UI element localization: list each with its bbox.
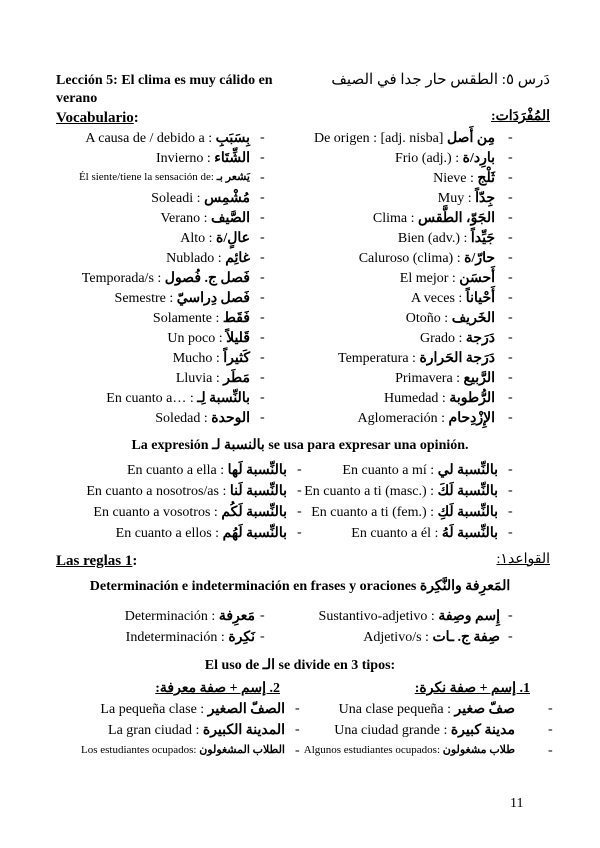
bullet-dash: -: [508, 350, 513, 365]
term-pair: [40, 743, 285, 756]
spanish-term: Verano :: [160, 211, 208, 226]
arabic-term: دَرَجة الحَرارة: [419, 351, 495, 366]
arabic-term: نَكِرة: [228, 630, 255, 645]
spanish-term: A causa de / debido a :: [85, 131, 213, 146]
term-pair: [50, 230, 250, 247]
bullet-dash: -: [295, 701, 300, 716]
spanish-term: Semestre :: [114, 291, 174, 306]
arabic-term: الشِّتَاء: [214, 151, 250, 166]
term-pair: [50, 310, 250, 327]
spanish-term: En cuanto a ti (fem.) :: [311, 505, 435, 520]
spanish-term: Lluvia :: [175, 371, 220, 386]
arabic-term: فَصل ج. فُصول: [164, 271, 250, 286]
rules-subheading-es: Determinación e indeterminación en frases y oraciones: [89, 579, 420, 594]
arabic-term: طلاب مشغولون: [442, 744, 515, 756]
arabic-term: الخَريف: [451, 311, 495, 326]
spanish-term: Solamente :: [152, 311, 220, 326]
spanish-term: De origen : [adj. nisba]: [313, 131, 444, 146]
bullet-dash: -: [508, 330, 513, 345]
spanish-term: Una ciudad grande :: [334, 723, 448, 738]
spanish-term: Una clase pequeña :: [338, 702, 452, 717]
spanish-term: En cuanto a él :: [351, 526, 439, 541]
arabic-term: الصفّ الصغير: [207, 702, 285, 717]
term-pair: [290, 270, 495, 287]
expression-post: se usa para expresar una opinión.: [264, 438, 469, 453]
spanish-term: Frio (adj.) :: [394, 151, 460, 166]
spanish-term: En cuanto a vosotros :: [93, 505, 218, 520]
arabic-term: الوحدة: [211, 411, 250, 426]
term-pair: [60, 629, 255, 646]
page-number: 11: [510, 796, 524, 811]
spanish-term: Alto :: [180, 231, 213, 246]
expression-pre: La expresión: [131, 438, 213, 453]
bullet-dash: -: [260, 190, 265, 205]
bullet-dash: -: [260, 330, 265, 345]
spanish-term: En cuanto a mí :: [342, 463, 435, 478]
arabic-term: مَطَر: [223, 371, 250, 386]
bullet-dash: -: [260, 370, 265, 385]
arabic-term: فَصل دِراسيّ: [176, 291, 250, 306]
arabic-term: إِسم وصِفة: [438, 609, 500, 624]
spanish-term: Invierno :: [155, 151, 211, 166]
bullet-dash: -: [260, 310, 265, 325]
arabic-term: الجَوّ، الطَّقس: [417, 211, 495, 226]
term-pair: [60, 608, 255, 625]
spanish-term: Nieve :: [433, 171, 474, 186]
term-pair: [290, 170, 495, 187]
term-pair: [300, 483, 498, 500]
arabic-term: بالنِّسبة لَكُم: [221, 505, 287, 520]
term-pair: [300, 743, 515, 756]
spanish-term: Aglomeración :: [357, 411, 446, 426]
bullet-dash: -: [508, 410, 513, 425]
spanish-term: Un poco :: [167, 331, 223, 346]
bullet-dash: -: [508, 629, 513, 644]
bullet-dash: -: [508, 250, 513, 265]
term-pair: [290, 210, 495, 227]
bullet-dash: -: [260, 230, 265, 245]
spanish-term: Clima :: [372, 211, 415, 226]
arabic-term: بالنِّسبة لَهُم: [222, 526, 287, 541]
spanish-term: Bien (adv.) :: [397, 231, 468, 246]
term-pair: [300, 525, 498, 542]
arabic-term: صِفة ج. ـات: [432, 630, 500, 645]
term-pair: [55, 525, 287, 542]
arabic-term: الرُّطوبة: [449, 391, 495, 406]
arabic-term: مُشْمِس: [204, 191, 250, 206]
vocab-heading: [56, 110, 139, 127]
arabic-term: بارِد/ة: [462, 151, 495, 166]
vocab-heading-text: Vocabulario: [56, 110, 134, 126]
arabic-term: يَشعر بـ: [216, 171, 250, 183]
bullet-dash: -: [548, 701, 553, 716]
arabic-term: أَحسَن: [459, 271, 495, 286]
bullet-dash: -: [260, 250, 265, 265]
term-pair: [50, 410, 250, 427]
arabic-term: غائِم: [225, 251, 250, 266]
term-pair: [50, 210, 250, 227]
arabic-term: حارّ/ة: [464, 251, 495, 266]
spanish-term: En cuanto a ellos :: [115, 526, 220, 541]
uso-ar: الـ: [262, 658, 276, 673]
bullet-dash: -: [508, 270, 513, 285]
arabic-term: دَرَجة: [465, 331, 495, 346]
spanish-term: Muy :: [437, 191, 472, 206]
bullet-dash: -: [548, 722, 553, 737]
spanish-term: La gran ciudad :: [108, 723, 200, 738]
spanish-term: En cuanto a… :: [106, 391, 194, 406]
term-pair: [290, 330, 495, 347]
term-pair: [300, 701, 515, 718]
arabic-term: مدينة كبيرة: [450, 723, 515, 738]
spanish-term: En cuanto a ti (masc.) :: [304, 484, 435, 499]
bullet-dash: -: [508, 370, 513, 385]
term-pair: [300, 608, 500, 625]
term-pair: [300, 629, 500, 646]
term-pair: [300, 462, 498, 479]
arabic-term: ثَلْج: [477, 171, 495, 186]
spanish-term: Indeterminación :: [125, 630, 225, 645]
arabic-term: بِسَبَبِ: [215, 131, 250, 146]
spanish-term: Grado :: [419, 331, 463, 346]
bullet-dash: -: [260, 629, 265, 644]
term-pair: [290, 310, 495, 327]
term-pair: [50, 290, 250, 307]
spanish-term: Adjetivo/s :: [363, 630, 429, 645]
bullet-dash: -: [508, 290, 513, 305]
spanish-term: Caluroso (clima) :: [358, 251, 461, 266]
bullet-dash: -: [260, 210, 265, 225]
term-pair: [290, 190, 495, 207]
arabic-term: بالنِّسبة لَنا: [229, 484, 287, 499]
term-pair: [290, 230, 495, 247]
arabic-term: صفّ صغير: [454, 702, 515, 717]
bullet-dash: -: [295, 743, 300, 758]
bullet-dash: -: [297, 504, 302, 519]
arabic-term: بالنِّسبة لِـ: [197, 391, 250, 406]
vocab-heading-ar: المُفْرَدَات:: [490, 109, 550, 124]
arabic-term: بالنِّسبة لَكَ: [437, 484, 498, 499]
arabic-term: جَيِّداً: [470, 231, 495, 246]
term-pair: [50, 250, 250, 267]
bullet-dash: -: [260, 150, 265, 165]
term-pair: [55, 504, 287, 521]
lesson-title-es-line2: verano: [56, 91, 98, 106]
rules-heading-text: Las reglas 1: [56, 553, 133, 569]
spanish-term: En cuanto a nosotros/as :: [86, 484, 227, 499]
arabic-term: الإِزْدِحام: [448, 411, 495, 426]
arabic-term: الرَّبيع: [463, 371, 495, 386]
bullet-dash: -: [508, 190, 513, 205]
bullet-dash: -: [297, 525, 302, 540]
arabic-term: الطلاب المشغولون: [199, 744, 285, 756]
bullet-dash: -: [260, 608, 265, 623]
term-pair: [50, 370, 250, 387]
arabic-term: بالنِّسبة لَكِ: [437, 505, 498, 520]
type1-heading: 1. إسم + صفة نكرة:: [414, 681, 530, 696]
term-pair: [50, 270, 250, 287]
spanish-term: El mejor :: [399, 271, 456, 286]
term-pair: [300, 504, 498, 521]
term-pair: [50, 330, 250, 347]
term-pair: [50, 150, 250, 167]
bullet-dash: -: [508, 390, 513, 405]
term-pair: [50, 130, 250, 147]
spanish-term: A veces :: [410, 291, 463, 306]
term-pair: [300, 722, 515, 739]
arabic-term: مِن أَصل: [446, 131, 495, 146]
bullet-dash: -: [260, 170, 265, 185]
bullet-dash: -: [508, 525, 513, 540]
arabic-term: بالنِّسبة لَهُ: [441, 526, 498, 541]
spanish-term: En cuanto a ella :: [126, 463, 225, 478]
arabic-term: عالٍ/ة: [215, 231, 250, 246]
spanish-term: Soledad :: [155, 411, 208, 426]
bullet-dash: -: [508, 130, 513, 145]
arabic-term: قَليلاً: [226, 331, 250, 346]
term-pair: [290, 250, 495, 267]
rules-heading: [56, 553, 137, 570]
term-pair: [50, 190, 250, 207]
uso-heading: [0, 657, 600, 674]
expression-heading: [0, 437, 600, 454]
arabic-term: جِدّاً: [475, 191, 495, 206]
bullet-dash: -: [548, 743, 553, 758]
term-pair: [40, 701, 285, 718]
arabic-term: فَقَط: [222, 311, 250, 326]
spanish-term: Sustantivo-adjetivo :: [318, 609, 435, 624]
bullet-dash: -: [260, 410, 265, 425]
bullet-dash: -: [508, 462, 513, 477]
spanish-term: Temperatura :: [338, 351, 416, 366]
term-pair: [290, 370, 495, 387]
lesson-title-ar: دَرس ٥: الطقس حار جدا في الصيف: [331, 72, 550, 88]
spanish-term: Humedad :: [384, 391, 446, 406]
spanish-term: Él siente/tiene la sensación de:: [78, 171, 214, 183]
term-pair: [40, 722, 285, 739]
term-pair: [50, 170, 250, 183]
expression-ar: بالنسبة لـ: [212, 438, 265, 453]
term-pair: [55, 462, 287, 479]
rules-subheading: [0, 578, 600, 595]
spanish-term: La pequeña clase :: [100, 702, 205, 717]
arabic-term: المدينة الكبيرة: [202, 723, 285, 738]
spanish-term: Soleadi :: [151, 191, 201, 206]
spanish-term: Algunos estudiantes ocupados:: [303, 744, 441, 756]
term-pair: [290, 350, 495, 367]
spanish-term: Los estudiantes ocupados:: [80, 744, 197, 756]
bullet-dash: -: [260, 130, 265, 145]
lesson-title-es: Lección 5: El clima es muy cálido en: [56, 73, 273, 88]
bullet-dash: -: [508, 483, 513, 498]
bullet-dash: -: [297, 462, 302, 477]
spanish-term: Temporada/s :: [81, 271, 162, 286]
bullet-dash: -: [295, 722, 300, 737]
bullet-dash: -: [508, 608, 513, 623]
rules-heading-colon: :: [132, 553, 138, 569]
bullet-dash: -: [260, 290, 265, 305]
spanish-term: Mucho :: [172, 351, 220, 366]
arabic-term: بالنِّسبة لَها: [227, 463, 287, 478]
bullet-dash: -: [508, 150, 513, 165]
bullet-dash: -: [508, 210, 513, 225]
arabic-term: الصَّيف: [210, 211, 250, 226]
spanish-term: Nublado :: [166, 251, 222, 266]
bullet-dash: -: [297, 483, 302, 498]
spanish-term: Primavera :: [395, 371, 461, 386]
bullet-dash: -: [508, 230, 513, 245]
bullet-dash: -: [508, 170, 513, 185]
type2-heading: 2. إسم + صفة معرفة:: [155, 681, 280, 696]
term-pair: [290, 410, 495, 427]
uso-post: se divide en 3 tipos:: [275, 658, 396, 673]
arabic-term: مَعرِفة: [218, 609, 255, 624]
term-pair: [290, 150, 495, 167]
bullet-dash: -: [260, 350, 265, 365]
arabic-term: كَثيراً: [223, 351, 250, 366]
vocab-heading-colon: :: [133, 110, 139, 126]
bullet-dash: -: [260, 390, 265, 405]
term-pair: [290, 290, 495, 307]
rules-heading-ar: القواعد١:: [496, 552, 550, 567]
arabic-term: أَحْياناً: [465, 291, 495, 306]
rules-subheading-ar: المَعرِفة والنَّكِرة: [419, 579, 511, 594]
bullet-dash: -: [260, 270, 265, 285]
bullet-dash: -: [508, 504, 513, 519]
bullet-dash: -: [508, 310, 513, 325]
term-pair: [50, 350, 250, 367]
term-pair: [55, 483, 287, 500]
term-pair: [50, 390, 250, 407]
spanish-term: Determinación :: [124, 609, 216, 624]
uso-pre: El uso de: [204, 658, 263, 673]
term-pair: [290, 390, 495, 407]
spanish-term: Otoño :: [405, 311, 449, 326]
term-pair: [290, 130, 495, 147]
arabic-term: بالنِّسبة لي: [437, 463, 498, 478]
